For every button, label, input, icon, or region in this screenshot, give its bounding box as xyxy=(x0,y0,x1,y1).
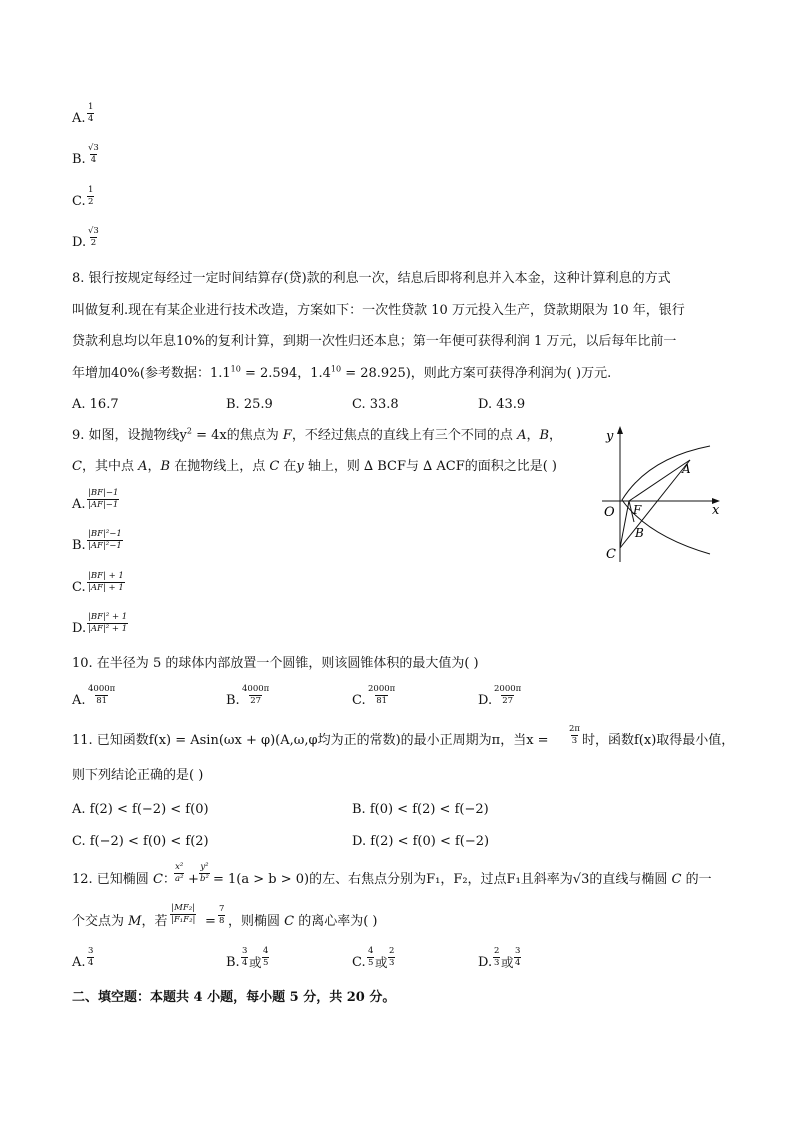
q12-option-c-label: C. xyxy=(352,955,366,970)
q8-line-1: 8. 银行按规定每经过一定时间结算存(贷)款的利息一次，结息后即将利息并入本金，这种计算利息的方式 xyxy=(72,271,671,286)
q12-seven-eighths: $\frac{7}{8}$ xyxy=(219,904,225,926)
q7-option-c-label: C. xyxy=(72,194,86,209)
q9-line-1: 9. 如图，设抛物线$y^2 = 4x$的焦点为 F，不经过焦点的直线上有三个不同的点 A，B， xyxy=(72,426,563,443)
q9-option-d-fraction: $\frac{\text{|BF|² + 1}}{\text{|AF|² + 1}}$ xyxy=(88,612,128,634)
q8-option-d: D. 43.9 xyxy=(478,397,526,412)
q7-option-d-fraction: $\frac{√3}{2}$ xyxy=(88,226,99,248)
q8-option-b: B. 25.9 xyxy=(226,397,273,412)
q10-option-a-label: A. xyxy=(72,693,86,708)
q12-option-d-or: 或 xyxy=(501,955,514,970)
q10-option-b-fraction: $\frac{4000\pi}{27}$ xyxy=(242,684,270,706)
q12-x-fraction: $\frac{\text{x²}}{\text{a²}}$ xyxy=(175,862,184,884)
q12-equals: = xyxy=(205,914,216,929)
q11-option-d: D. f(2) < f(0) < f(−2) xyxy=(352,834,490,849)
q9-option-b-fraction: $\frac{\text{|BF|²−1}}{\text{|AF|²−1}}$ xyxy=(88,529,122,551)
line-ca xyxy=(620,460,690,548)
figure-label-f: F xyxy=(633,503,642,517)
q9-option-a-fraction: $\frac{|BF|-1}{|AF|-1}$ xyxy=(88,488,119,510)
q9-option-b-label: B. xyxy=(72,538,86,553)
figure-label-b: B xyxy=(635,526,644,540)
q12-ratio-fraction: $\frac{\text{|MF₂|}}{\text{|F₁F₂|}}$ xyxy=(171,903,196,925)
q12-line-2-end: ，则椭圆 C 的离心率为( ) xyxy=(228,914,378,929)
q7-option-c-fraction: $\frac{1}{2}$ xyxy=(88,185,94,207)
section-2-heading: 二、填空题：本题共 4 小题，每小题 5 分，共 20 分。 xyxy=(72,990,396,1005)
q12-option-b-or: 或 xyxy=(249,955,262,970)
q12-option-a-fraction: $\frac{3}{4}$ xyxy=(88,946,94,968)
segment-fc xyxy=(620,501,629,548)
q8-option-c: C. 33.8 xyxy=(352,397,399,412)
q10-option-a-fraction: $\frac{4000\pi}{81}$ xyxy=(88,684,116,706)
q12-option-b-fraction-1: $\frac{3}{4}$ xyxy=(242,946,248,968)
q12-y-fraction: $\frac{\text{y²}}{\text{b²}}$ xyxy=(200,862,209,884)
figure-label-a: A xyxy=(682,462,691,476)
q10-option-c-fraction: $\frac{2000\pi}{81}$ xyxy=(368,684,396,706)
q11-option-a: A. f(2) < f(−2) < f(0) xyxy=(72,802,209,817)
q12-line-1-end: = 1(a > b > 0)的左、右焦点分别为F₁，F₂，过点F₁且斜率为√3的直线与椭圆 C 的一 xyxy=(213,872,712,887)
q9-option-c-label: C. xyxy=(72,580,86,595)
q11-line-1a: 11. 已知函数f(x) = Asin(ωx + φ)(A,ω,φ均为正的常数)的最小正周期为π，当x = xyxy=(72,733,549,748)
q10-option-d-fraction: $\frac{2000\pi}{27}$ xyxy=(494,684,522,706)
figure-label-y: y xyxy=(606,429,614,444)
q9-option-d-label: D. xyxy=(72,621,87,636)
q12-option-c-or: 或 xyxy=(375,955,388,970)
q7-option-b-fraction: $\frac{√3}{4}$ xyxy=(88,143,99,165)
q10-option-c-label: C. xyxy=(352,693,366,708)
figure-label-o: O xyxy=(604,505,615,520)
q9-option-a-label: A. xyxy=(72,497,86,512)
q12-option-d-label: D. xyxy=(478,955,493,970)
q12-line-2-start: 个交点为 M，若 xyxy=(72,914,168,929)
q7-option-b-label: B. xyxy=(72,152,86,167)
q10-option-b-label: B. xyxy=(226,693,240,708)
q11-option-c: C. f(−2) < f(0) < f(2) xyxy=(72,834,209,849)
q8-line-3: 贷款利息均以年息10%的复利计算，到期一次性归还本息；第一年便可获得利润 1 万元，以后每年比前一 xyxy=(72,334,677,349)
q12-line-1-start: 12. 已知椭圆 C： xyxy=(72,872,176,887)
q11-option-b: B. f(0) < f(2) < f(−2) xyxy=(352,802,489,817)
q12-option-b-fraction-2: $\frac{4}{5}$ xyxy=(263,946,269,968)
q7-option-a-fraction: $\frac{1}{4}$ xyxy=(88,102,94,124)
figure-label-x: x xyxy=(712,503,720,518)
q12-option-b-label: B. xyxy=(226,955,240,970)
figure-label-c: C xyxy=(606,547,616,562)
q12-option-a-label: A. xyxy=(72,955,86,970)
q12-plus: + xyxy=(188,872,199,887)
q12-option-d-fraction-1: $\frac{2}{3}$ xyxy=(494,946,500,968)
y-axis-arrow-icon xyxy=(617,426,623,434)
q9-parabola-figure xyxy=(598,422,728,568)
q11-line-2: 则下列结论正确的是( ) xyxy=(72,768,204,783)
q12-option-c-fraction-1: $\frac{4}{5}$ xyxy=(368,946,374,968)
q12-option-d-fraction-2: $\frac{3}{4}$ xyxy=(515,946,521,968)
q9-option-c-fraction: $\frac{|BF| + 1}{|AF| + 1}$ xyxy=(88,571,124,593)
q9-line-2: C，其中点 A，B 在抛物线上，点 C 在y 轴上，则 ∆ BCF与 ∆ ACF的面积之比是( ) xyxy=(72,459,557,474)
q8-line-4: 年增加40%(参考数据：$1.1^{10} = 2.594$，$1.4^{10} = 28.925$)，则此方案可获得净利润为( )万元. xyxy=(72,364,612,381)
q12-option-c-fraction-2: $\frac{2}{3}$ xyxy=(389,946,395,968)
q8-line-2: 叫做复利.现在有某企业进行技术改造，方案如下：一次性贷款 10 万元投入生产，贷款期限为 10 年，银行 xyxy=(72,303,685,318)
q11-line-1b: 时，函数f(x)取得最小值， xyxy=(582,733,735,748)
q11-x-fraction: $\frac{2\pi}{3}$ xyxy=(569,724,580,746)
q7-option-a-label: A. xyxy=(72,111,86,126)
q10-stem: 10. 在半径为 5 的球体内部放置一个圆锥，则该圆锥体积的最大值为( ) xyxy=(72,656,479,671)
q7-option-d-label: D. xyxy=(72,235,87,250)
q8-option-a: A. 16.7 xyxy=(72,397,119,412)
q10-option-d-label: D. xyxy=(478,693,493,708)
